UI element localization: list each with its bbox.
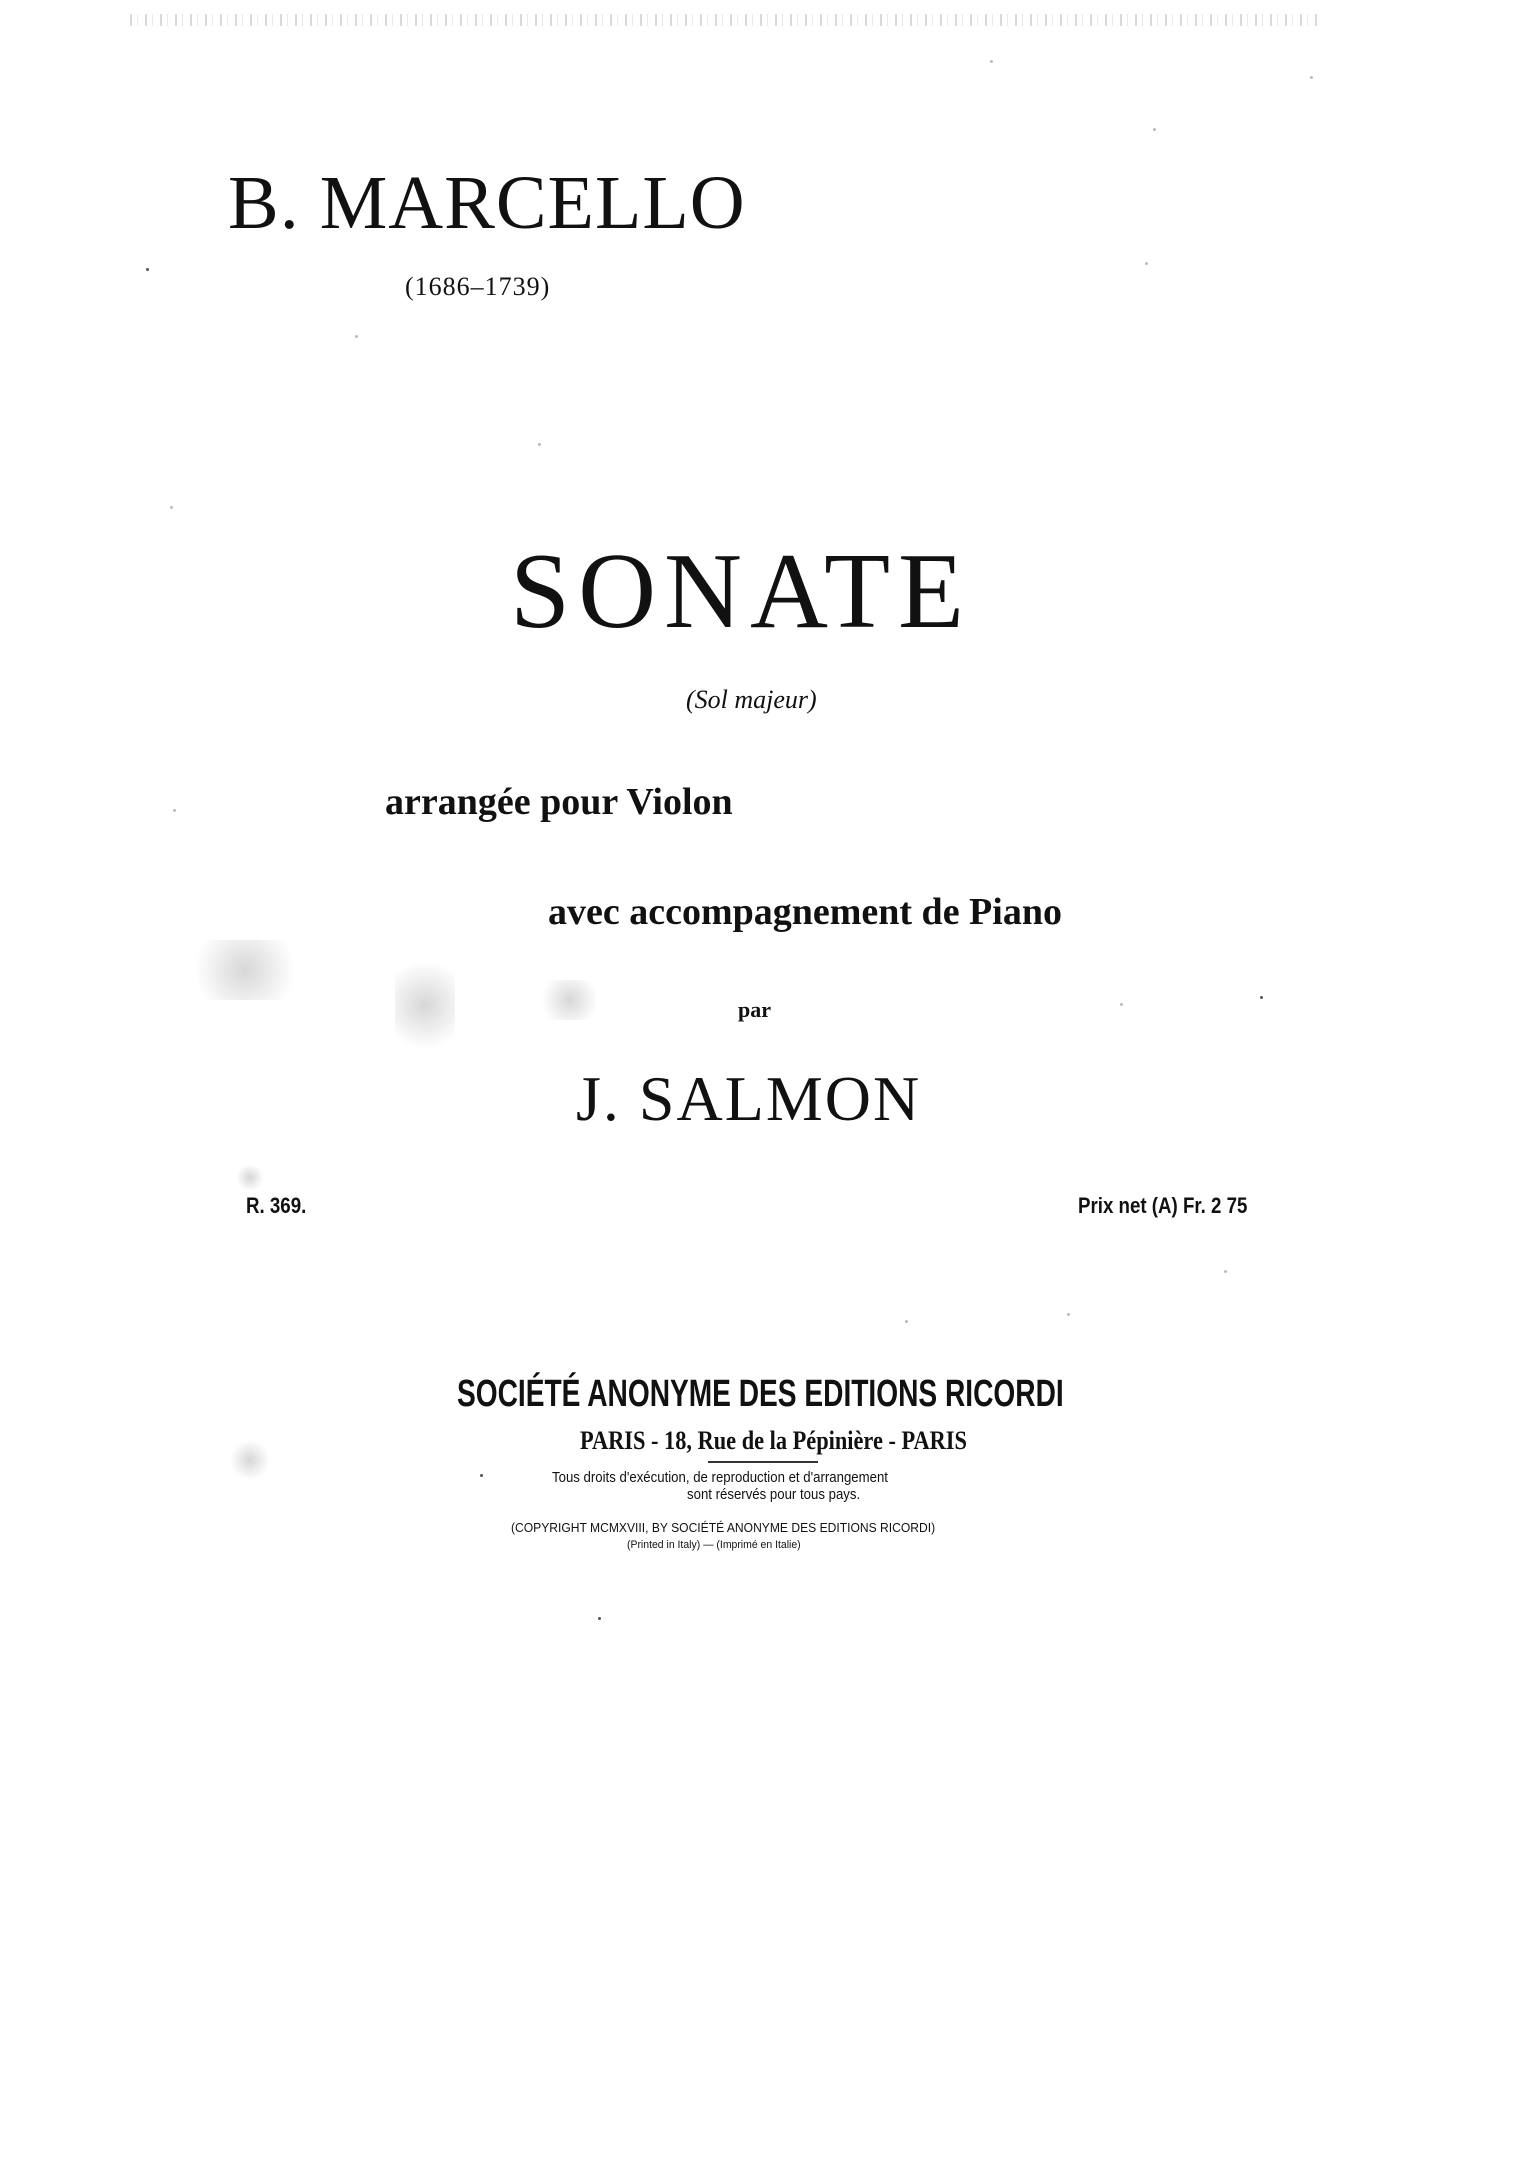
scan-speck	[538, 443, 541, 446]
work-key: (Sol majeur)	[686, 685, 817, 714]
scan-speck	[1310, 76, 1313, 79]
scan-speck	[355, 335, 358, 338]
arrangement-line-2: avec accompagnement de Piano	[548, 891, 1062, 933]
plate-number: R. 369.	[246, 1193, 307, 1218]
scan-speck	[173, 809, 176, 812]
scan-speck	[1153, 128, 1156, 131]
scan-speck	[170, 506, 173, 509]
rights-notice-line-1: Tous droits d'exécution, de reproduction et d'arrangement	[552, 1469, 888, 1486]
publisher-address: PARIS - 18, Rue de la Pépinière - PARIS	[580, 1426, 967, 1455]
scan-speck	[990, 60, 993, 63]
copyright-notice: (COPYRIGHT MCMXVIII, BY SOCIÉTÉ ANONYME DES EDITIONS RICORDI)	[511, 1520, 936, 1535]
scan-noise-strip	[130, 14, 1320, 26]
arranger-name: J. SALMON	[576, 1063, 922, 1134]
printed-in-notice: (Printed in Italy) — (Imprimé en Italie)	[627, 1539, 801, 1551]
scan-speck	[1224, 1270, 1227, 1273]
scan-blot	[535, 980, 605, 1020]
scan-speck	[1120, 1003, 1123, 1006]
publisher-name: SOCIÉTÉ ANONYME DES EDITIONS RICORDI	[457, 1373, 1064, 1415]
rights-notice-line-2: sont réservés pour tous pays.	[687, 1486, 861, 1503]
scan-blot	[230, 1440, 270, 1480]
scan-blot	[235, 1165, 265, 1190]
by-label: par	[738, 997, 771, 1022]
composer-dates: (1686–1739)	[405, 272, 551, 301]
price-label: Prix net (A) Fr. 2 75	[1078, 1193, 1248, 1218]
work-title: SONATE	[510, 532, 973, 651]
scan-blot	[180, 940, 310, 1000]
scan-blot	[395, 950, 455, 1060]
scan-speck	[146, 268, 149, 271]
scan-speck	[1067, 1313, 1070, 1316]
scan-speck	[598, 1617, 601, 1620]
scan-speck	[905, 1320, 908, 1323]
scan-speck	[1145, 262, 1148, 265]
scan-speck	[480, 1474, 483, 1477]
divider-rule	[708, 1461, 818, 1463]
arrangement-line-1: arrangée pour Violon	[385, 781, 733, 823]
composer-name: B. MARCELLO	[228, 161, 746, 245]
scan-speck	[1260, 996, 1263, 999]
